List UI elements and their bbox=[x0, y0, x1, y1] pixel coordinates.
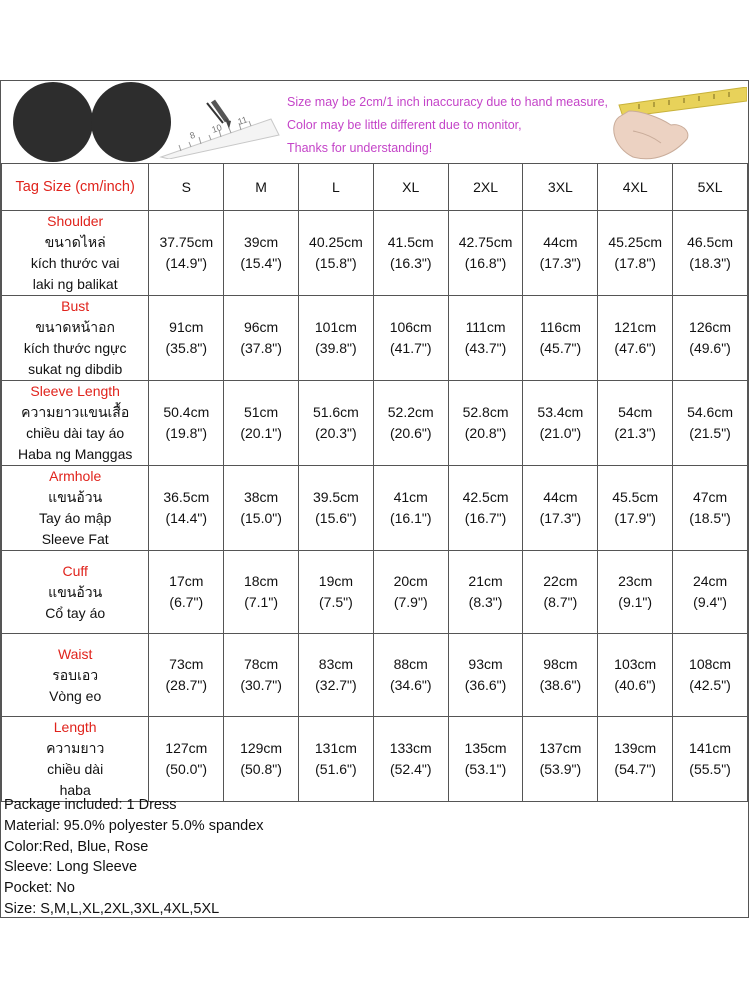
measurement-label bbox=[2, 466, 149, 551]
value-cm: 21cm bbox=[468, 573, 503, 589]
measurement-translation: chiều dài bbox=[47, 761, 104, 777]
value-cm: 98cm bbox=[543, 656, 578, 672]
value-cm: 96cm bbox=[243, 319, 279, 335]
value-cm: 54.6cm bbox=[687, 404, 734, 420]
measurement-cell bbox=[673, 466, 748, 551]
size-chart bbox=[0, 80, 749, 918]
measurement-cell bbox=[298, 466, 373, 551]
measurement-label bbox=[2, 634, 149, 717]
value-cm: 129cm bbox=[240, 740, 283, 756]
value-inch: (9.1") bbox=[618, 594, 653, 610]
value-cm: 121cm bbox=[614, 319, 657, 335]
value-inch: (15.4") bbox=[240, 255, 282, 271]
measurement-cell bbox=[149, 381, 224, 466]
value-cm: 24cm bbox=[692, 573, 728, 589]
value-inch: (14.4") bbox=[165, 510, 208, 526]
measurement-cell bbox=[224, 466, 299, 551]
measurement-cell bbox=[448, 717, 523, 802]
value-cm: 133cm bbox=[389, 740, 432, 756]
measurement-cell bbox=[149, 551, 224, 634]
value-inch: (38.6") bbox=[539, 677, 582, 693]
value-inch: (53.1") bbox=[464, 761, 507, 777]
value-inch: (55.5") bbox=[689, 761, 731, 777]
measurement-cell bbox=[149, 634, 224, 717]
value-inch: (49.6") bbox=[689, 340, 731, 356]
measurement-cell bbox=[523, 296, 598, 381]
value-cm: 20cm bbox=[393, 573, 428, 589]
note-inaccuracy: Size may be 2cm/1 inch inaccuracy due to hand measure, bbox=[287, 95, 609, 109]
value-cm: 83cm bbox=[318, 656, 354, 672]
measurement-cell bbox=[673, 551, 748, 634]
measurement-cell bbox=[523, 211, 598, 296]
value-inch: (47.6") bbox=[614, 340, 656, 356]
size-header-5xl: 5XL bbox=[673, 164, 748, 211]
value-inch: (15.0") bbox=[240, 510, 282, 526]
measurement-cell bbox=[523, 717, 598, 802]
measurement-cell bbox=[448, 634, 523, 717]
value-cm: 54cm bbox=[618, 404, 653, 420]
value-cm: 73cm bbox=[169, 656, 204, 672]
value-inch: (6.7") bbox=[169, 594, 204, 610]
measurement-name: Length bbox=[53, 719, 97, 735]
measurement-cell bbox=[523, 634, 598, 717]
pocket: Pocket: No bbox=[4, 880, 75, 897]
measurement-cell bbox=[373, 381, 448, 466]
measurement-name: Cuff bbox=[62, 562, 88, 579]
measurement-translation: haba bbox=[59, 782, 91, 798]
value-cm: 39.5cm bbox=[312, 489, 359, 505]
value-cm: 51.6cm bbox=[312, 404, 359, 420]
size-header-l: L bbox=[298, 164, 373, 211]
value-cm: 41.5cm bbox=[387, 234, 434, 250]
value-inch: (20.8") bbox=[464, 425, 507, 441]
value-cm: 88cm bbox=[393, 656, 428, 672]
value-cm: 38cm bbox=[243, 489, 279, 505]
value-cm: 23cm bbox=[618, 573, 653, 589]
header-row bbox=[2, 164, 748, 211]
value-cm: 106cm bbox=[389, 319, 432, 335]
note-thanks: Thanks for understanding! bbox=[287, 141, 433, 155]
measurement-translation: kích thước vai bbox=[30, 255, 120, 271]
measurement-cell bbox=[373, 466, 448, 551]
measurement-cell bbox=[224, 381, 299, 466]
value-inch: (21.3") bbox=[614, 425, 656, 441]
value-cm: 131cm bbox=[314, 740, 357, 756]
measurement-name: Armhole bbox=[49, 468, 102, 484]
measurement-row bbox=[2, 296, 748, 381]
measurement-cell bbox=[598, 634, 673, 717]
measurement-cell bbox=[598, 717, 673, 802]
value-inch: (45.7") bbox=[539, 340, 582, 356]
value-cm: 116cm bbox=[539, 319, 581, 335]
value-cm: 103cm bbox=[614, 656, 657, 672]
size-table bbox=[1, 163, 748, 802]
measurement-translation: Vòng eo bbox=[49, 687, 102, 704]
package-included: Package included: 1 Dress bbox=[4, 797, 177, 813]
value-cm: 42.75cm bbox=[458, 234, 513, 250]
measurement-cell bbox=[523, 551, 598, 634]
measurement-translation: ความยาวแขนเสื้อ bbox=[21, 404, 130, 420]
measurement-cell bbox=[673, 211, 748, 296]
colors: Color:Red, Blue, Rose bbox=[4, 838, 149, 855]
measurement-cell bbox=[598, 211, 673, 296]
tag-size-header: Tag Size (cm/inch) bbox=[2, 164, 149, 211]
size-header-4xl: 4XL bbox=[598, 164, 673, 211]
product-info bbox=[1, 793, 748, 920]
measurement-translation: Tay áo mập bbox=[39, 510, 112, 526]
measurement-translation: รอบเอว bbox=[52, 666, 99, 683]
size-header-2xl: 2XL bbox=[448, 164, 523, 211]
measurement-name: Sleeve Length bbox=[30, 383, 120, 399]
value-inch: (53.9") bbox=[539, 761, 582, 777]
value-inch: (28.7") bbox=[165, 677, 208, 693]
value-inch: (35.8") bbox=[165, 340, 208, 356]
note-color: Color may be little different due to monitor, bbox=[287, 118, 522, 132]
value-cm: 22cm bbox=[543, 573, 578, 589]
value-inch: (32.7") bbox=[315, 677, 357, 693]
measurement-name: Shoulder bbox=[47, 213, 104, 229]
value-inch: (15.8") bbox=[315, 255, 357, 271]
value-cm: 17cm bbox=[169, 573, 204, 589]
measurement-cell bbox=[224, 211, 299, 296]
value-inch: (36.6") bbox=[464, 677, 507, 693]
measurement-cell bbox=[598, 296, 673, 381]
value-cm: 46.5cm bbox=[687, 234, 734, 250]
value-inch: (39.8") bbox=[315, 340, 357, 356]
measurement-cell bbox=[224, 634, 299, 717]
tape-measure-hand-image bbox=[599, 87, 747, 161]
measurement-cell bbox=[448, 551, 523, 634]
measurement-cell bbox=[298, 296, 373, 381]
measurement-translation: แขนอ้วน bbox=[48, 583, 103, 600]
measurement-cell bbox=[298, 717, 373, 802]
value-inch: (37.8") bbox=[240, 340, 282, 356]
value-inch: (41.7") bbox=[389, 340, 432, 356]
measurement-label bbox=[2, 211, 149, 296]
measurement-cell bbox=[149, 717, 224, 802]
value-cm: 139cm bbox=[614, 740, 657, 756]
value-cm: 41cm bbox=[393, 489, 428, 505]
measurement-notes bbox=[287, 91, 617, 160]
measurement-translation: kích thước ngực bbox=[23, 340, 127, 356]
value-inch: (7.1") bbox=[244, 594, 278, 610]
value-cm: 18cm bbox=[243, 573, 279, 589]
size-header-3xl: 3XL bbox=[523, 164, 598, 211]
measurement-cell bbox=[373, 296, 448, 381]
measurement-cell bbox=[224, 296, 299, 381]
sizes: Size: S,M,L,XL,2XL,3XL,4XL,5XL bbox=[4, 900, 220, 917]
value-inch: (21.5") bbox=[689, 425, 731, 441]
measurement-cell bbox=[523, 381, 598, 466]
value-inch: (18.3") bbox=[689, 255, 731, 271]
value-inch: (16.1") bbox=[389, 510, 432, 526]
measurement-cell bbox=[673, 634, 748, 717]
measurement-label bbox=[2, 381, 149, 466]
measurement-name: Waist bbox=[57, 645, 93, 662]
size-header-xl: XL bbox=[373, 164, 448, 211]
value-cm: 101cm bbox=[314, 319, 357, 335]
value-cm: 39cm bbox=[243, 234, 279, 250]
value-inch: (40.6") bbox=[614, 677, 656, 693]
value-inch: (20.6") bbox=[389, 425, 432, 441]
value-inch: (20.3") bbox=[315, 425, 357, 441]
measurement-translation: ความยาว bbox=[46, 740, 105, 756]
value-cm: 45.25cm bbox=[608, 234, 663, 250]
value-cm: 44cm bbox=[543, 234, 578, 250]
measurement-translation: Haba ng Manggas bbox=[17, 446, 133, 462]
measurement-cell bbox=[448, 211, 523, 296]
value-cm: 141cm bbox=[689, 740, 732, 756]
measurement-cell bbox=[448, 296, 523, 381]
measurement-cell bbox=[149, 296, 224, 381]
value-cm: 45.5cm bbox=[612, 489, 659, 505]
value-cm: 42.5cm bbox=[462, 489, 509, 505]
measurement-cell bbox=[373, 211, 448, 296]
measurement-cell bbox=[598, 381, 673, 466]
value-inch: (17.3") bbox=[539, 510, 582, 526]
value-cm: 127cm bbox=[165, 740, 208, 756]
value-cm: 137cm bbox=[539, 740, 582, 756]
measurement-cell bbox=[448, 381, 523, 466]
value-inch: (52.4") bbox=[389, 761, 432, 777]
value-inch: (16.3") bbox=[389, 255, 432, 271]
measurement-translation: Sleeve Fat bbox=[41, 531, 109, 547]
ruler-digit-11: 11 bbox=[236, 114, 249, 127]
size-header-s: S bbox=[149, 164, 224, 211]
value-cm: 50.4cm bbox=[163, 404, 210, 420]
value-inch: (7.9") bbox=[393, 594, 428, 610]
measurement-translation: chiều dài tay áo bbox=[26, 425, 125, 441]
value-cm: 126cm bbox=[689, 319, 732, 335]
value-inch: (21.0") bbox=[539, 425, 582, 441]
size-header-m: M bbox=[224, 164, 299, 211]
measurement-cell bbox=[673, 381, 748, 466]
ruler-digit-10: 10 bbox=[210, 122, 224, 135]
value-inch: (50.0") bbox=[165, 761, 208, 777]
black-circle-left bbox=[13, 82, 93, 162]
value-inch: (9.4") bbox=[693, 594, 727, 610]
value-cm: 40.25cm bbox=[309, 234, 363, 250]
ruler-pencil-image bbox=[151, 99, 281, 159]
measurement-cell bbox=[298, 634, 373, 717]
value-cm: 53.4cm bbox=[537, 404, 584, 420]
measurement-cell bbox=[298, 211, 373, 296]
value-inch: (19.8") bbox=[165, 425, 208, 441]
measurement-translation: ขนาดหน้าอก bbox=[35, 319, 115, 335]
value-inch: (51.6") bbox=[315, 761, 357, 777]
measurement-row bbox=[2, 717, 748, 802]
measurement-cell bbox=[373, 551, 448, 634]
measurement-cell bbox=[598, 466, 673, 551]
measurement-translation: แขนอ้วน bbox=[48, 489, 103, 505]
measurement-translation: sukat ng dibdib bbox=[28, 361, 123, 377]
value-cm: 135cm bbox=[464, 740, 507, 756]
measurement-cell bbox=[373, 717, 448, 802]
measurement-cell bbox=[224, 551, 299, 634]
value-inch: (34.6") bbox=[389, 677, 432, 693]
measurement-row bbox=[2, 381, 748, 466]
measurement-label bbox=[2, 296, 149, 381]
value-inch: (8.3") bbox=[468, 594, 503, 610]
value-inch: (8.7") bbox=[543, 594, 578, 610]
measurement-cell bbox=[224, 717, 299, 802]
value-cm: 52.8cm bbox=[462, 404, 509, 420]
measurement-cell bbox=[598, 551, 673, 634]
value-cm: 111cm bbox=[465, 319, 506, 335]
measurement-cell bbox=[298, 551, 373, 634]
value-cm: 19cm bbox=[318, 573, 354, 589]
measurement-label bbox=[2, 717, 149, 802]
value-cm: 52.2cm bbox=[387, 404, 434, 420]
material: Material: 95.0% polyester 5.0% spandex bbox=[4, 817, 264, 834]
value-inch: (16.7") bbox=[464, 510, 507, 526]
banner bbox=[1, 81, 748, 164]
measurement-cell bbox=[673, 717, 748, 802]
measurement-row bbox=[2, 466, 748, 551]
value-inch: (20.1") bbox=[240, 425, 282, 441]
measurement-label bbox=[2, 551, 149, 634]
value-cm: 44cm bbox=[543, 489, 578, 505]
measurement-cell bbox=[373, 634, 448, 717]
value-inch: (14.9") bbox=[165, 255, 208, 271]
value-inch: (18.5") bbox=[689, 510, 731, 526]
value-inch: (17.9") bbox=[614, 510, 656, 526]
value-inch: (54.7") bbox=[614, 761, 656, 777]
measurement-row bbox=[2, 211, 748, 296]
value-cm: 108cm bbox=[689, 656, 732, 672]
measurement-translation: ขนาดไหล่ bbox=[44, 234, 106, 250]
measurement-cell bbox=[523, 466, 598, 551]
value-inch: (42.5") bbox=[689, 677, 731, 693]
measurement-cell bbox=[149, 211, 224, 296]
value-cm: 47cm bbox=[692, 489, 728, 505]
sleeve: Sleeve: Long Sleeve bbox=[4, 859, 138, 876]
value-inch: (15.6") bbox=[315, 510, 357, 526]
value-cm: 51cm bbox=[243, 404, 279, 420]
measurement-translation: Cổ tay áo bbox=[45, 604, 106, 621]
value-cm: 91cm bbox=[169, 319, 204, 335]
value-inch: (30.7") bbox=[240, 677, 282, 693]
measurement-cell bbox=[149, 466, 224, 551]
value-cm: 37.75cm bbox=[159, 234, 214, 250]
ruler-digit-8: 8 bbox=[188, 129, 197, 141]
measurement-row bbox=[2, 551, 748, 634]
measurement-cell bbox=[298, 381, 373, 466]
value-cm: 36.5cm bbox=[163, 489, 210, 505]
measurement-translation: laki ng balikat bbox=[32, 276, 118, 292]
value-cm: 78cm bbox=[243, 656, 279, 672]
value-inch: (17.8") bbox=[614, 255, 656, 271]
value-inch: (7.5") bbox=[319, 594, 353, 610]
value-inch: (17.3") bbox=[539, 255, 582, 271]
measurement-cell bbox=[448, 466, 523, 551]
measurement-name: Bust bbox=[61, 298, 90, 314]
measurement-row bbox=[2, 634, 748, 717]
value-inch: (16.8") bbox=[464, 255, 507, 271]
value-inch: (50.8") bbox=[240, 761, 282, 777]
value-inch: (43.7") bbox=[464, 340, 507, 356]
measurement-cell bbox=[673, 296, 748, 381]
value-cm: 93cm bbox=[468, 656, 503, 672]
